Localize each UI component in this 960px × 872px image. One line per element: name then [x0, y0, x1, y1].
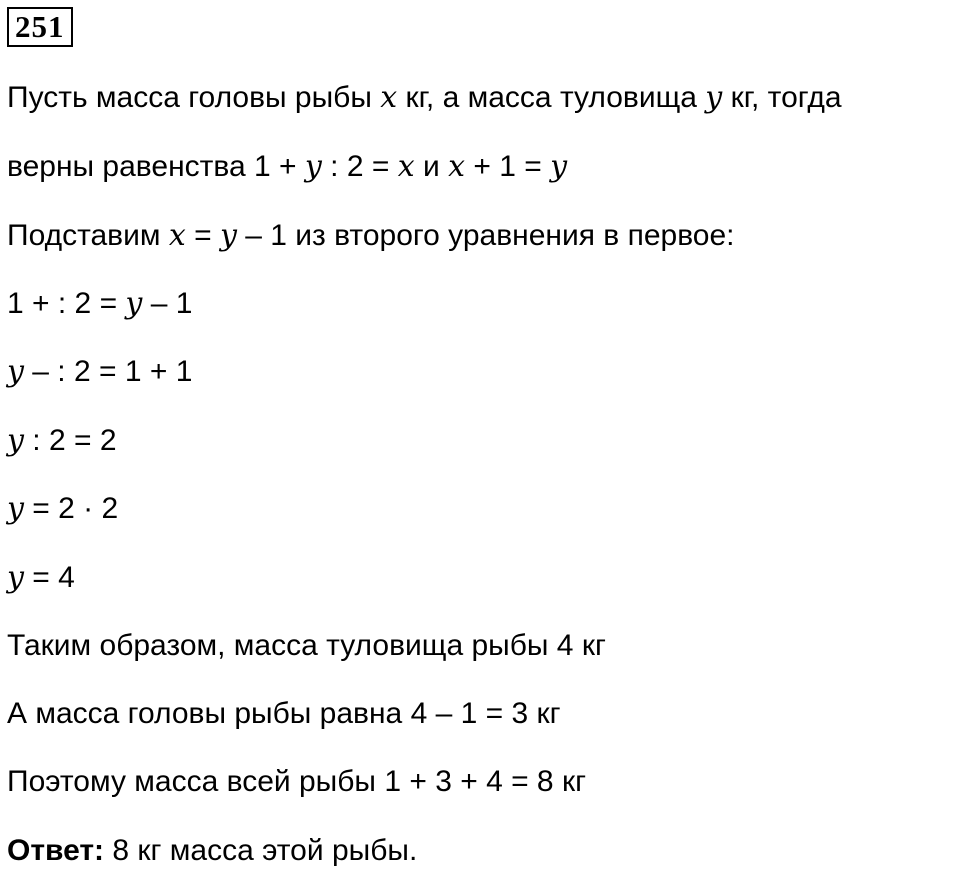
var-x: x	[397, 149, 415, 184]
var-y: y	[7, 491, 24, 526]
var-y: y	[7, 354, 24, 389]
var-x: x	[168, 218, 186, 253]
answer-line: Ответ: 8 кг масса этой рыбы.	[7, 834, 418, 867]
var-y: y	[304, 149, 322, 184]
solution-line-6: y : 2 = 2	[7, 423, 117, 458]
solution-line-3: Подставим x = y – 1 из второго уравнения в первое:	[7, 218, 735, 253]
problem-number: 251	[7, 7, 73, 47]
solution-line-1: Пусть масса головы рыбы x кг, а масса туловища y кг, тогда	[7, 80, 842, 115]
var-y: y	[550, 149, 568, 184]
solution-line-8: y = 4	[7, 560, 75, 595]
solution-line-5: y – : 2 = 1 + 1	[7, 354, 193, 389]
var-y: y	[125, 286, 143, 321]
var-x: x	[380, 80, 398, 115]
answer-label: Ответ:	[7, 834, 105, 867]
solution-line-9: Таким образом, масса туловища рыбы 4 кг	[7, 629, 606, 662]
solution-line-10: А масса головы рыбы равна 4 – 1 = 3 кг	[7, 697, 561, 730]
var-y: y	[705, 80, 723, 115]
var-x: x	[448, 149, 466, 184]
solution-line-2: верны равенства 1 + y : 2 = x и x + 1 = y	[7, 149, 568, 184]
solution-line-11: Поэтому масса всей рыбы 1 + 3 + 4 = 8 кг	[7, 765, 587, 798]
var-y: y	[219, 218, 237, 253]
var-y: y	[7, 560, 24, 595]
var-y: y	[7, 423, 24, 458]
solution-line-4: 1 + : 2 = y – 1	[7, 286, 193, 321]
solution-line-7: y = 2 · 2	[7, 491, 119, 526]
